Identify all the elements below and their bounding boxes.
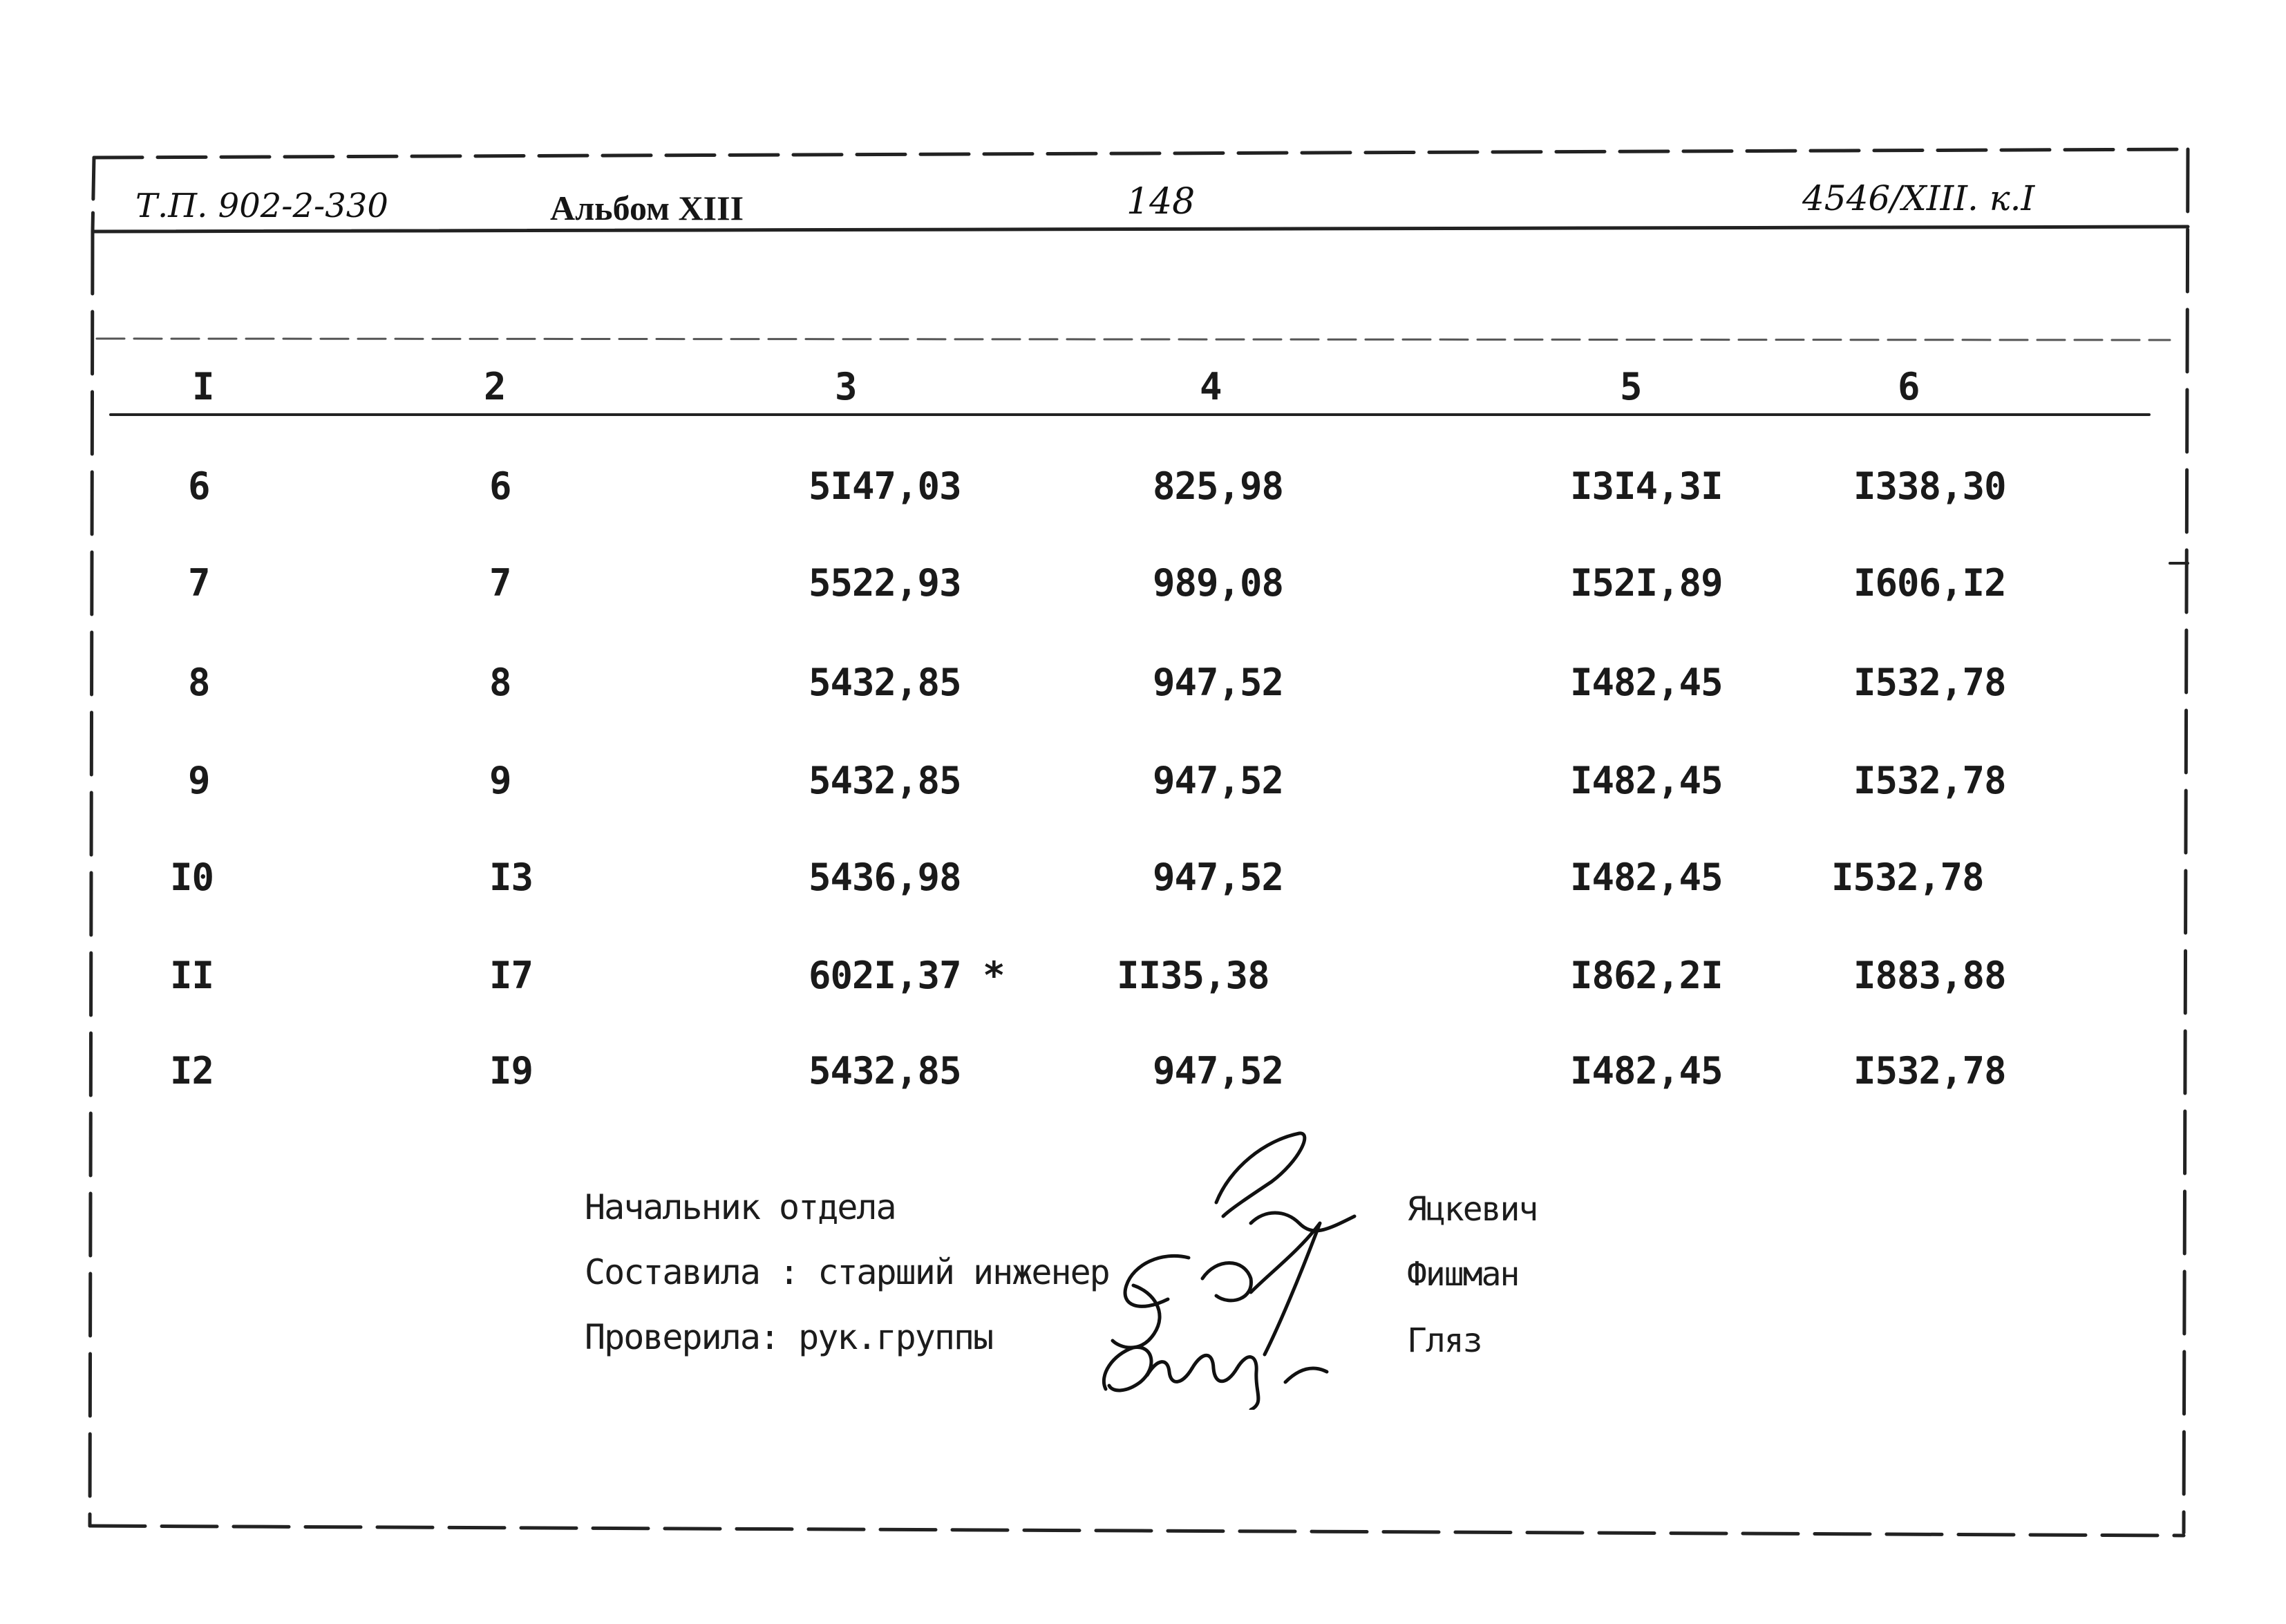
table-cell: I606,I2 <box>1853 561 2006 605</box>
table-cell: II <box>170 954 214 997</box>
table-cell: 5I47,03 <box>809 464 961 508</box>
table-cell: I0 <box>170 856 214 899</box>
table-cell: I482,45 <box>1570 661 1723 704</box>
table-cell: I52I,89 <box>1570 561 1723 605</box>
table-cell: I883,88 <box>1853 954 2006 997</box>
signoff-name-head: Яцкевич <box>1407 1190 1538 1229</box>
drawing-code: Т.П. 902-2-330 <box>135 187 388 225</box>
column-header: 2 <box>484 365 507 408</box>
table-row <box>0 1049 2286 1111</box>
table-cell: I532,78 <box>1831 856 1984 899</box>
table-row <box>0 759 2286 821</box>
table-cell: 8 <box>489 661 511 704</box>
table-cell: I532,78 <box>1853 759 2006 802</box>
signoff-role-head: Начальник отдела <box>585 1187 896 1227</box>
table-cell: 947,52 <box>1153 856 1284 899</box>
table-cell: I482,45 <box>1570 759 1723 802</box>
table-cell: 5436,98 <box>809 856 961 899</box>
table-cell: II35,38 <box>1117 954 1269 997</box>
table-cell: 825,98 <box>1153 464 1284 508</box>
table-cell: I7 <box>489 954 533 997</box>
table-cell: 947,52 <box>1153 661 1284 704</box>
signoff-role-checker: Проверила: рук.группы <box>585 1317 993 1357</box>
table-cell: I482,45 <box>1570 1049 1723 1093</box>
column-header: 3 <box>835 365 858 408</box>
table-row <box>0 561 2286 623</box>
table-cell: I482,45 <box>1570 856 1723 899</box>
signoff-name-checker: Гляз <box>1407 1321 1482 1360</box>
column-header: 6 <box>1898 365 1920 408</box>
column-header: 5 <box>1620 365 1643 408</box>
table-cell: I9 <box>489 1049 533 1093</box>
table-cell: 989,08 <box>1153 561 1284 605</box>
table-cell: 6 <box>489 464 511 508</box>
table-cell: I862,2I <box>1570 954 1723 997</box>
table-cell: 5522,93 <box>809 561 961 605</box>
table-cell: 602I,37 * <box>809 954 1005 997</box>
table-cell: 9 <box>489 759 511 802</box>
table-cell: 5432,85 <box>809 759 961 802</box>
table-cell: 6 <box>188 464 210 508</box>
page-number: 148 <box>1126 181 1196 223</box>
table-cell: I532,78 <box>1853 661 2006 704</box>
table-cell: 5432,85 <box>809 1049 961 1093</box>
table-cell: 7 <box>188 561 210 605</box>
signoff-name-compiler: Фишман <box>1407 1255 1519 1294</box>
table-row <box>0 661 2286 723</box>
table-cell: I3 <box>489 856 533 899</box>
album-number: Альбом XIII <box>550 189 744 227</box>
table-row <box>0 856 2286 918</box>
table-row <box>0 954 2286 1016</box>
table-cell: I338,30 <box>1853 464 2006 508</box>
table-cell: 8 <box>188 661 210 704</box>
table-row <box>0 464 2286 527</box>
table-cell: 947,52 <box>1153 759 1284 802</box>
table-cell: 9 <box>188 759 210 802</box>
signoff-role-compiler: Составила : старший инженер <box>585 1252 1109 1292</box>
table-cell: 7 <box>489 561 511 605</box>
table-cell: I3I4,3I <box>1570 464 1723 508</box>
column-header: 4 <box>1200 365 1222 408</box>
table-cell: I2 <box>170 1049 214 1093</box>
reference-number: 4546/XIII. к.I <box>1802 178 2035 218</box>
table-cell: 947,52 <box>1153 1049 1284 1093</box>
table-cell: 5432,85 <box>809 661 961 704</box>
column-header: I <box>192 365 215 408</box>
table-cell: I532,78 <box>1853 1049 2006 1093</box>
handwritten-signatures <box>1092 1120 1396 1410</box>
